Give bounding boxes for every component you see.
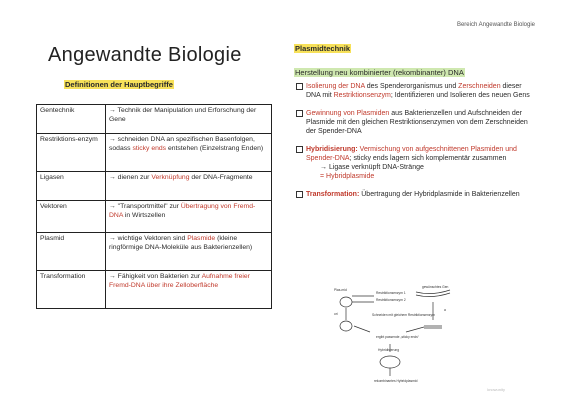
ori-label: ori	[334, 312, 338, 316]
pointer-line	[406, 327, 424, 332]
b4-t1: Übertragung der Hybridplasmide in Bakterienzellen	[359, 191, 520, 199]
plasmid-subheading-text: Herstellung neu kombinierter (rekombinanter) DNA	[295, 67, 464, 77]
gene-label: gewünschtes Gen	[422, 285, 449, 289]
b3-t1: ; sticky ends lagern sich komplementär zusammen	[349, 155, 507, 163]
definition-pre: → "Transportmittel" zur	[109, 203, 181, 210]
b3-result: = Hybridplasmide	[320, 173, 375, 181]
bullet-transformation	[294, 190, 534, 199]
plasmid-diagram	[330, 282, 470, 388]
donor-dna-strand	[416, 290, 450, 294]
plasmid-heading	[294, 44, 534, 54]
enzyme1-label: Restriktionsenzym 1	[376, 291, 406, 295]
definition-text	[106, 233, 272, 271]
definition-term: Gentechnik	[37, 105, 106, 134]
checkbox-icon	[296, 83, 303, 90]
b2-t1: aus Bakterienzellen und Aufschneiden der Plasmide mit den gleichen Restriktionsenzymen von dem Zerschneiden der Spender-DNA	[306, 109, 528, 135]
plasmid-section	[294, 44, 534, 208]
cut-plasmid-circle	[340, 321, 352, 331]
definition-post: (kleine ringförmige DNA-Moleküle aus Bakterienzellen)	[109, 235, 253, 251]
pointer-line	[354, 326, 370, 332]
definition-term: Vektoren	[37, 201, 106, 233]
page-title: Angewandte Biologie	[48, 44, 242, 66]
definition-red: Übertragung von Fremd-DNA	[109, 203, 256, 219]
definition-pre: → dienen zur	[109, 174, 152, 181]
hybrid-label: Hybridisierung	[378, 348, 400, 352]
b2-red1: Gewinnung von Plasmiden	[306, 109, 390, 117]
definition-red: Verknüpfung	[151, 174, 190, 181]
definition-pre: → wichtige Vektoren sind	[109, 235, 188, 242]
b4-label: Transformation:	[306, 191, 360, 199]
definition-text	[106, 201, 272, 233]
checkbox-icon	[296, 191, 303, 198]
definitions-heading	[64, 80, 174, 89]
definition-term: Ligasen	[37, 172, 106, 201]
b1-t3: ; Identifizieren und Isolieren des neuen Gens	[390, 91, 530, 99]
definitions-heading-text: Definitionen der Hauptbegriffe	[65, 80, 173, 89]
b1-t1: des Spenderorganismus und	[364, 82, 459, 90]
definition-post: entstehen (Einzelstrang Enden)	[166, 144, 264, 152]
plasmid-circle	[340, 297, 352, 307]
checkbox-icon	[296, 146, 303, 153]
enzyme2-label: Restriktionsenzym 2	[376, 298, 406, 302]
definition-post: der DNA-Fragmente	[189, 174, 253, 181]
definition-row	[37, 172, 272, 201]
definition-term: Restriktions-enzym	[37, 134, 106, 172]
recombinant-label: rekombinantes Hybridplasmid	[374, 379, 418, 383]
plasmid-label: Plas-mid	[334, 288, 347, 292]
a-label: a	[444, 308, 446, 312]
definition-red: Aufnahme freier Fremd-DNA über ihre Zelloberfläche	[109, 273, 250, 289]
definition-text	[106, 105, 272, 134]
definition-row	[37, 233, 272, 271]
plasmid-subheading	[294, 68, 534, 78]
b3-red1: Vermischung von aufgeschnittenen Plasmiden und Spender-DNA	[306, 145, 517, 163]
bullet-plasmid-gain	[294, 109, 534, 136]
definition-row	[37, 134, 272, 172]
definition-text	[106, 271, 272, 309]
watermark: knowunity	[487, 387, 505, 392]
sticky-label: ergibt passende „sticky ends“	[376, 335, 419, 339]
definition-text	[106, 134, 272, 172]
b1-red3: Restriktionsenzym	[333, 91, 391, 99]
checkbox-icon	[296, 110, 303, 117]
definition-row	[37, 105, 272, 134]
definition-row	[37, 271, 272, 309]
hybrid-plasmid-circle	[380, 356, 400, 368]
b1-red1: Isolierung der DNA	[306, 82, 365, 90]
definition-pre: → Fähigkeit von Bakterien zur	[109, 273, 202, 280]
definition-red: Plasmide	[187, 235, 216, 242]
bullet-isolation	[294, 82, 534, 100]
plasmid-heading-text: Plasmidtechnik	[295, 44, 351, 53]
definition-term: Transformation	[37, 271, 106, 309]
page-header-topic: Bereich Angewandte Biologie	[456, 22, 535, 28]
b3-label: Hybridisierung:	[306, 145, 358, 153]
definition-term: Plasmid	[37, 233, 106, 271]
b1-t2: dieser DNA mit	[306, 82, 522, 99]
definition-text	[106, 172, 272, 201]
definition-row	[37, 201, 272, 233]
definition-red: sticky ends	[132, 144, 167, 152]
definitions-table	[36, 104, 272, 309]
definition-post: in Wirtszellen	[122, 211, 166, 219]
definition-pre: → schneiden DNA an spezifischen Basenfolgen, sodass	[109, 136, 255, 152]
b3-ligase: → Ligase verknüpft DNA-Stränge	[320, 164, 424, 172]
b1-red2: Zerschneiden	[458, 82, 501, 90]
cut-label: Schneiden mit gleichem Restriktionsenzym	[372, 313, 435, 317]
bullet-hybridisation	[294, 145, 534, 181]
definition-pre: → Technik der Manipulation und Erforschung der Gene	[109, 107, 257, 123]
